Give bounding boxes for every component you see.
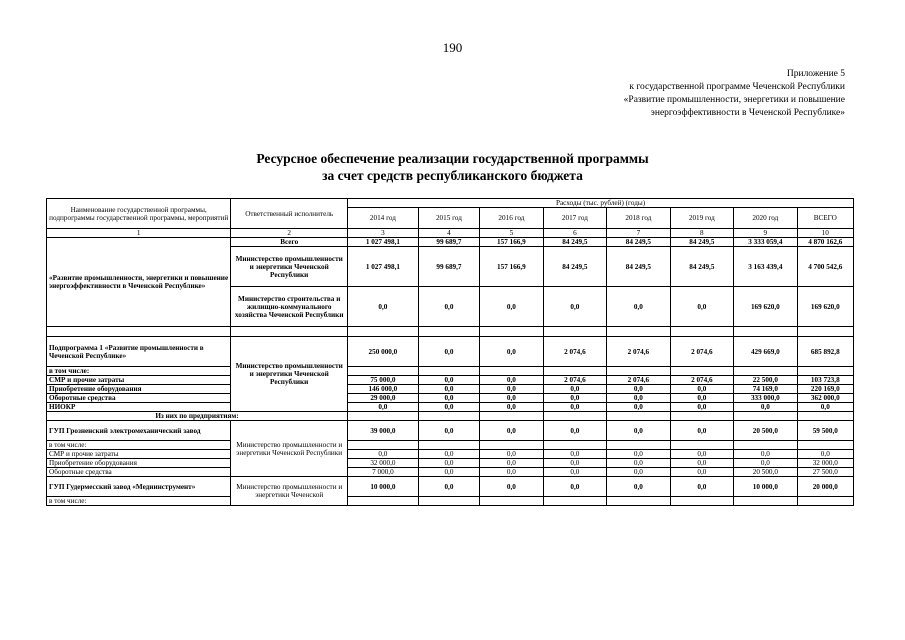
page-number: 190: [442, 40, 463, 55]
subprogram-row: [47, 337, 854, 367]
cell-value: 3 163 439,4: [734, 247, 797, 287]
cell-value: 0,0: [418, 450, 479, 459]
header-year: 2016 год: [480, 208, 543, 229]
column-number: 3: [348, 229, 419, 238]
table-row: [47, 376, 854, 385]
row-label: Оборотные средства: [47, 394, 231, 403]
header-year-total: ВСЕГО: [797, 208, 853, 229]
cell-value: 0,0: [670, 421, 733, 441]
of-them-row: [47, 412, 854, 421]
cell-value: 75 000,0: [348, 376, 419, 385]
cell-value: 220 169,0: [797, 385, 853, 394]
cell-value: 2 074,6: [543, 337, 606, 367]
cell-value: 0,0: [418, 477, 479, 497]
cell-value: 0,0: [543, 394, 606, 403]
cell-value: 0,0: [607, 385, 670, 394]
cell-value: 0,0: [670, 450, 733, 459]
cell-value: 27 500,0: [797, 468, 853, 477]
program-total-row: [47, 238, 854, 247]
cell-value: 99 689,7: [418, 247, 479, 287]
cell-value: 0,0: [797, 403, 853, 412]
cell-value: 0,0: [418, 403, 479, 412]
cell-value: 32 000,0: [348, 459, 419, 468]
enterprise-name: ГУП Гудермесский завод «Медиинструмент»: [47, 477, 231, 497]
appendix-line-1: Приложение 5: [786, 69, 845, 79]
cell-value: 0,0: [607, 477, 670, 497]
cell-value: 84 249,5: [543, 238, 606, 247]
cell-value: 0,0: [543, 477, 606, 497]
cell-value: 0,0: [670, 385, 733, 394]
table-row: [47, 403, 854, 412]
column-number: 5: [480, 229, 543, 238]
column-number: 2: [231, 229, 348, 238]
enterprise-row: [47, 421, 854, 441]
cell-value: 0,0: [734, 450, 797, 459]
cell-value: 1 027 498,1: [348, 238, 419, 247]
cell-value: 685 892,8: [797, 337, 853, 367]
cell-value: 333 000,0: [734, 394, 797, 403]
cell-value: 0,0: [607, 421, 670, 441]
cell-value: 0,0: [418, 394, 479, 403]
cell-value: 146 000,0: [348, 385, 419, 394]
cell-value: 362 000,0: [797, 394, 853, 403]
cell-value: 0,0: [480, 477, 543, 497]
cell-value: 0,0: [480, 450, 543, 459]
cell-value: 0,0: [607, 468, 670, 477]
cell-value: 0,0: [543, 450, 606, 459]
cell-value: 0,0: [418, 287, 479, 327]
cell-value: 0,0: [480, 394, 543, 403]
cell-value: 250 000,0: [348, 337, 419, 367]
cell-value: 74 169,0: [734, 385, 797, 394]
cell-value: 0,0: [670, 477, 733, 497]
cell-value: 0,0: [607, 403, 670, 412]
cell-value: 0,0: [607, 394, 670, 403]
column-number: 6: [543, 229, 606, 238]
cell-value: 2 074,6: [607, 376, 670, 385]
column-number: 10: [797, 229, 853, 238]
cell-value: 84 249,5: [670, 247, 733, 287]
header-year: 2019 год: [670, 208, 733, 229]
cell-value: 0,0: [607, 450, 670, 459]
column-numbers-row: [47, 229, 854, 238]
cell-value: 0,0: [480, 468, 543, 477]
cell-value: 0,0: [607, 459, 670, 468]
including-label: в том числе:: [47, 441, 231, 450]
row-label: СМР и прочие затраты: [47, 450, 231, 459]
cell-value: 10 000,0: [348, 477, 419, 497]
cell-value: 0,0: [348, 403, 419, 412]
cell-value: 169 620,0: [797, 287, 853, 327]
program-name: «Развитие промышленности, энергетики и повышение энергоэффективности в Чеченской Республике»: [47, 238, 231, 327]
cell-value: 0,0: [607, 287, 670, 327]
row-label: Приобретение оборудования: [47, 385, 231, 394]
cell-value: 0,0: [480, 376, 543, 385]
including-row: [47, 441, 854, 450]
table-row: [47, 450, 854, 459]
cell-value: 157 166,9: [480, 238, 543, 247]
header-year: 2018 год: [607, 208, 670, 229]
subprogram-name: Подпрограмма 1 «Развитие промышленности в Чеченской Республике»: [47, 337, 231, 367]
including-label: в том числе:: [47, 367, 231, 376]
cell-value: 32 000,0: [797, 459, 853, 468]
cell-value: 0,0: [480, 421, 543, 441]
cell-value: 22 500,0: [734, 376, 797, 385]
header-name: Наименование государственной программы, подпрограммы государственной программы, мероприятий: [47, 199, 231, 229]
header-year: 2014 год: [348, 208, 419, 229]
appendix-block: [624, 68, 845, 120]
table-row: [47, 468, 854, 477]
cell-value: 7 000,0: [348, 468, 419, 477]
cell-value: 0,0: [480, 287, 543, 327]
table-row: [47, 385, 854, 394]
cell-value: 84 249,5: [670, 238, 733, 247]
row-label: Приобретение оборудования: [47, 459, 231, 468]
cell-value: 0,0: [348, 287, 419, 327]
cell-value: 99 689,7: [418, 238, 479, 247]
cell-value: 429 669,0: [734, 337, 797, 367]
cell-value: 4 700 542,6: [797, 247, 853, 287]
cell-value: 0,0: [670, 394, 733, 403]
enterprise-row: [47, 477, 854, 497]
header-year: 2015 год: [418, 208, 479, 229]
column-number: 1: [47, 229, 231, 238]
table-row: [47, 459, 854, 468]
cell-value: 0,0: [418, 385, 479, 394]
cell-value: 0,0: [418, 459, 479, 468]
cell-value: 0,0: [348, 450, 419, 459]
table-row: [47, 394, 854, 403]
cell-value: 103 723,8: [797, 376, 853, 385]
resource-table: [46, 198, 854, 506]
title-line-2: за счет средств республиканского бюджета: [322, 168, 583, 183]
subprogram-executor: Министерство промышленности и энергетики Чеченской Республики: [231, 337, 348, 412]
cell-value: 0,0: [480, 337, 543, 367]
cell-value: 39 000,0: [348, 421, 419, 441]
row-label: СМР и прочие затраты: [47, 376, 231, 385]
header-year: 2017 год: [543, 208, 606, 229]
executor-name: Министерство промышленности и энергетики Чеченской Республики: [231, 247, 348, 287]
cell-value: 0,0: [418, 337, 479, 367]
of-them-label: Из них по предприятиям:: [47, 412, 348, 421]
cell-value: 0,0: [480, 403, 543, 412]
cell-value: 0,0: [670, 403, 733, 412]
cell-value: 10 000,0: [734, 477, 797, 497]
document-title: [0, 150, 905, 184]
appendix-line-4: энергоэффективности в Чеченской Республике»: [650, 108, 845, 118]
cell-value: 0,0: [543, 468, 606, 477]
cell-value: 2 074,6: [670, 376, 733, 385]
cell-value: 29 000,0: [348, 394, 419, 403]
executor-name: Министерство строительства и жилищно-коммунального хозяйства Чеченской Республики: [231, 287, 348, 327]
including-row: [47, 367, 854, 376]
cell-value: 1 027 498,1: [348, 247, 419, 287]
appendix-line-3: «Развитие промышленности, энергетики и повышение: [623, 95, 845, 105]
cell-value: 2 074,6: [670, 337, 733, 367]
cell-value: 4 870 162,6: [797, 238, 853, 247]
enterprise-executor: Министерство промышленности и энергетики Чеченской: [231, 477, 348, 506]
cell-value: 0,0: [670, 459, 733, 468]
title-line-1: Ресурсное обеспечение реализации государственной программы: [256, 151, 649, 166]
cell-value: 20 000,0: [797, 477, 853, 497]
cell-value: 0,0: [543, 403, 606, 412]
including-label: в том числе:: [47, 497, 231, 506]
column-number: 8: [670, 229, 733, 238]
column-number: 7: [607, 229, 670, 238]
header-expenses: Расходы (тыс. рублей) (годы): [348, 199, 854, 208]
row-label: Оборотные средства: [47, 468, 231, 477]
column-number: 9: [734, 229, 797, 238]
cell-value: 0,0: [734, 403, 797, 412]
cell-value: 0,0: [480, 385, 543, 394]
appendix-line-2: к государственной программе Чеченской Республики: [629, 82, 845, 92]
total-label: Всего: [231, 238, 348, 247]
cell-value: 84 249,5: [607, 247, 670, 287]
column-number: 4: [418, 229, 479, 238]
header-year: 2020 год: [734, 208, 797, 229]
cell-value: 0,0: [543, 287, 606, 327]
cell-value: 0,0: [670, 287, 733, 327]
cell-value: 0,0: [670, 468, 733, 477]
cell-value: 2 074,6: [607, 337, 670, 367]
cell-value: 20 500,0: [734, 468, 797, 477]
cell-value: 0,0: [734, 459, 797, 468]
row-label: НИОКР: [47, 403, 231, 412]
cell-value: 84 249,5: [543, 247, 606, 287]
cell-value: 169 620,0: [734, 287, 797, 327]
cell-value: 0,0: [797, 450, 853, 459]
cell-value: 3 333 059,4: [734, 238, 797, 247]
cell-value: 0,0: [543, 421, 606, 441]
header-executor: Ответственный исполнитель: [231, 199, 348, 229]
cell-value: 84 249,5: [607, 238, 670, 247]
cell-value: 0,0: [543, 459, 606, 468]
cell-value: 20 500,0: [734, 421, 797, 441]
cell-value: 0,0: [418, 376, 479, 385]
cell-value: 0,0: [418, 421, 479, 441]
cell-value: 0,0: [480, 459, 543, 468]
including-row: [47, 497, 854, 506]
enterprise-name: ГУП Грозненский электромеханический завод: [47, 421, 231, 441]
cell-value: 59 500,0: [797, 421, 853, 441]
cell-value: 157 166,9: [480, 247, 543, 287]
cell-value: 0,0: [543, 385, 606, 394]
cell-value: 2 074,6: [543, 376, 606, 385]
enterprise-executor: Министерство промышленности и энергетики Чеченской Республики: [231, 421, 348, 477]
cell-value: 0,0: [418, 468, 479, 477]
empty-row: [47, 327, 854, 337]
